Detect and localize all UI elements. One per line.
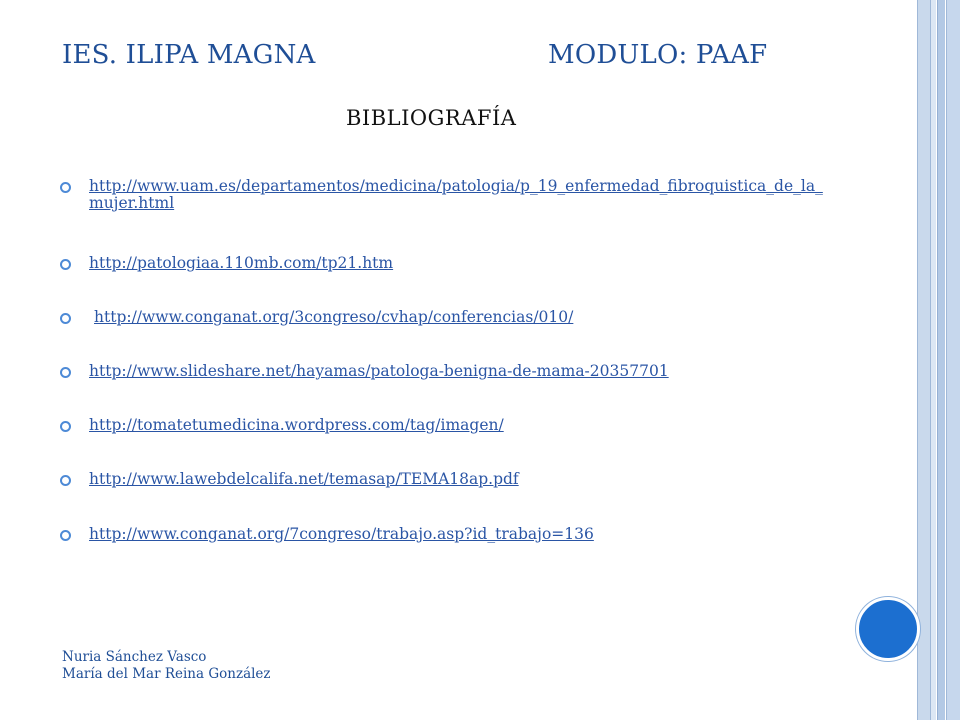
bibliography-link[interactable]: http://www.conganat.org/3congreso/cvhap/conferencias/010/ — [94, 308, 574, 326]
author-name: María del Mar Reina González — [62, 666, 271, 682]
author-name: Nuria Sánchez Vasco — [62, 649, 207, 665]
bibliography-link[interactable]: http://www.uam.es/departamentos/medicina/patologia/p_19_enfermedad_fibroquistica_de_la_mujer.html — [89, 177, 823, 212]
right-decoration-bar — [946, 0, 960, 720]
right-decoration-bar — [931, 0, 936, 720]
bibliography-heading: BIBLIOGRAFÍA — [346, 106, 517, 130]
bibliography-link[interactable]: http://www.slideshare.net/hayamas/patologa-benigna-de-mama-20357701 — [89, 362, 669, 380]
bibliography-link[interactable]: http://patologiaa.110mb.com/tp21.htm — [89, 254, 394, 272]
bibliography-link[interactable]: http://www.lawebdelcalifa.net/temasap/TEMA18ap.pdf — [89, 470, 519, 488]
authors — [62, 649, 271, 683]
right-decoration-bar — [937, 0, 945, 720]
bullet-icon — [60, 182, 71, 193]
bibliography-link[interactable]: http://www.conganat.org/7congreso/trabajo.asp?id_trabajo=136 — [89, 525, 594, 543]
right-decoration-bar — [917, 0, 931, 720]
bullet-icon — [60, 259, 71, 270]
bullet-icon — [60, 530, 71, 541]
bullet-icon — [60, 421, 71, 432]
bibliography-link[interactable]: http://tomatetumedicina.wordpress.com/tag/imagen/ — [89, 416, 504, 434]
module-title: MODULO: PAAF — [548, 40, 768, 70]
bullet-icon — [60, 475, 71, 486]
school-title: IES. ILIPA MAGNA — [62, 40, 316, 70]
bullet-icon — [60, 367, 71, 378]
decorative-circle — [856, 597, 920, 661]
bullet-icon — [60, 313, 71, 324]
